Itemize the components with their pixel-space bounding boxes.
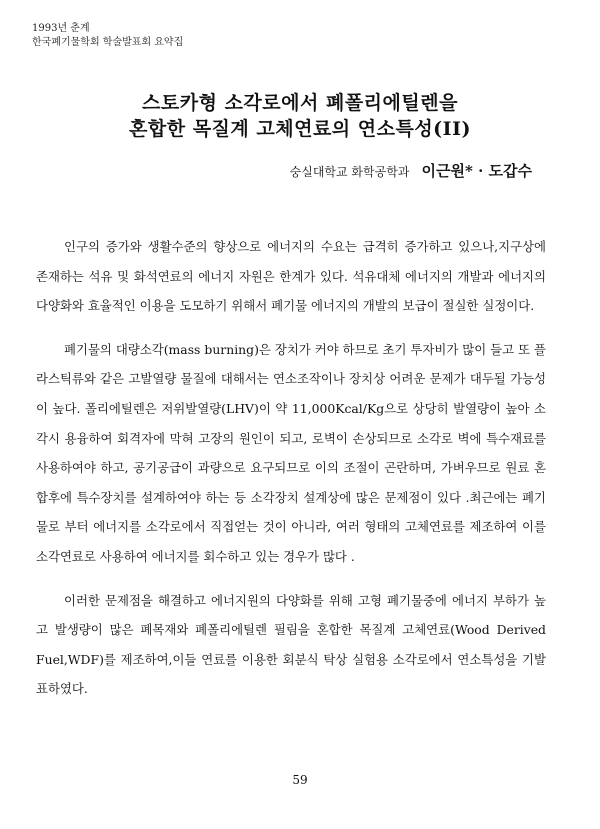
author-block xyxy=(290,160,532,181)
title-line-2: 혼합한 목질계 고체연료의 연소특성(II) xyxy=(129,118,471,140)
paragraph-3: 이러한 문제점을 해결하고 에너지원의 다양화를 위해 고형 폐기물중에 에너지 부하가 높고 발생량이 많은 폐목재와 폐폴리에틸렌 필림을 혼합한 목질계 고체연료(Wood Derived Fuel,WDF)를 제조하여,이들 연료를 이용한 회분식 탁상 실험용 소각로에서 연소특성을 기발표하였다. xyxy=(36,592,546,697)
page-number: 59 xyxy=(292,773,308,787)
paragraph-1: 인구의 증가와 생활수준의 향상으로 에너지의 수요는 급격히 증가하고 있으나,지구상에 존재하는 석유 및 화석연료의 에너지 자원은 한계가 있다. 석유대체 에너지의 개발과 에너지의 다양화와 효율적인 이용을 도모하기 위해서 폐기물 에너지의 개발의 보급이 절실한 실정이다. xyxy=(36,239,546,314)
header-proceedings-name: 한국폐기물학회 학술발표회 요약집 xyxy=(32,37,184,48)
proceedings-header xyxy=(32,22,183,50)
author-affiliation: 숭실대학교 화학공학과 xyxy=(289,165,410,179)
paper-title xyxy=(0,90,600,142)
abstract-body xyxy=(36,232,546,718)
title-line-1: 스토카형 소각로에서 폐폴리에틸렌을 xyxy=(142,92,458,114)
header-year-season: 1993년 춘계 xyxy=(32,23,90,34)
paragraph-2: 폐기물의 대량소각(mass burning)은 장치가 커야 하므로 초기 투자비가 많이 들고 또 플라스틱류와 같은 고발열량 물질에 대해서는 연소조작이나 장치상 어려운 문제가 대두될 가능성이 높다. 폴리에틸렌은 저위발열량(LHV)이 약 11,000Kcal/Kg으로 상당히 발열량이 높아 소각시 용융하여 회격자에 막혀 고장의 원인이 되고, 로벽이 손상되므로 소각로 벽에 특수재료를 사용하여야 하고, 공기공급이 과량으로 요구되므로 이의 조절이 곤란하며, 가벼우므로 원료 혼합후에 특수장치를 설계하여야 하는 등 소각장치 설계상에 많은 문제점이 있다 .최근에는 폐기물로 부터 에너지를 소각로에서 직접얻는 것이 아니라, 여러 형태의 고체연료를 제조하여 이를 소각연료로 사용하여 에너지를 회수하고 있는 경우가 많다 . xyxy=(36,341,546,564)
author-names: 이근원* · 도갑수 xyxy=(421,162,532,180)
